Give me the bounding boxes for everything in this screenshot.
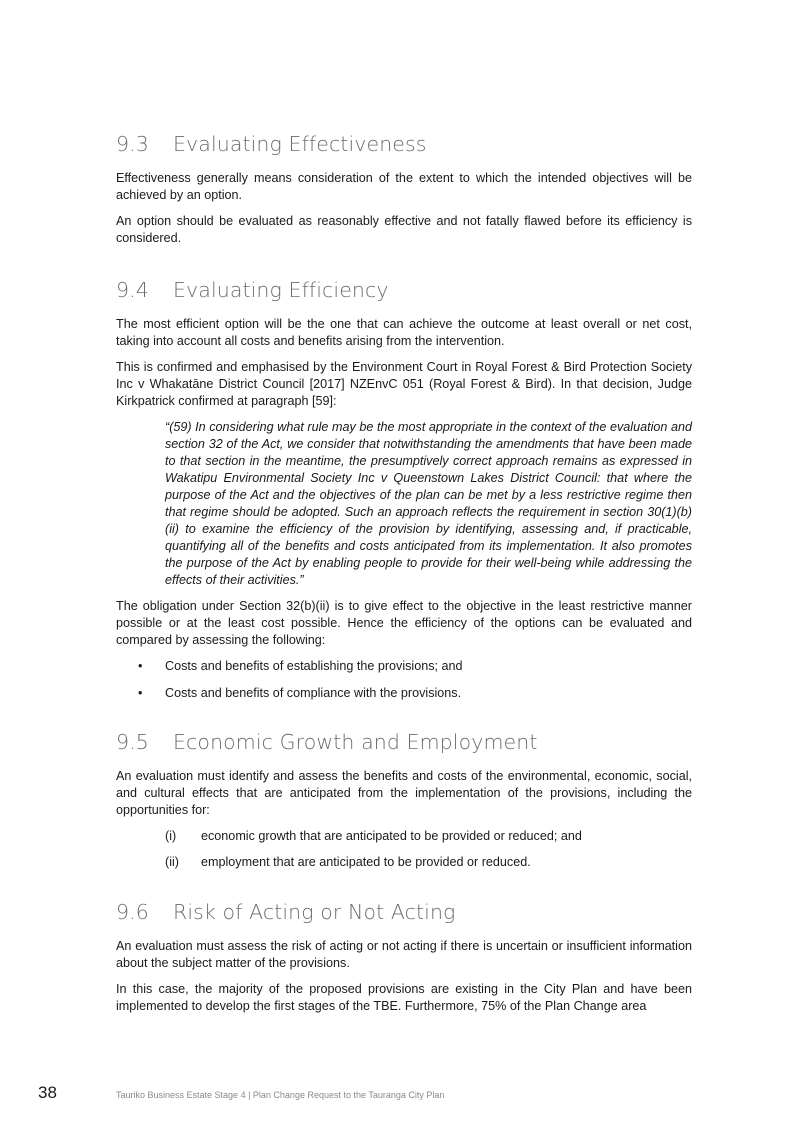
section-number: 9.3 bbox=[116, 132, 149, 156]
footer-text: Tauriko Business Estate Stage 4 | Plan Change Request to the Tauranga City Plan bbox=[116, 1090, 445, 1100]
block-quote: “(59) In considering what rule may be the most appropriate in the context of the evaluation and section 32 of the Act, we consider that notwithstanding the amendments that have been made to that section in the meantime, the presumptively correct approach remains as expressed in Wakatipu Environmental Society Inc v Queenstown Lakes District Council: that where the purpose of the Act and the objectives of the plan can be met by a less restrictive regime then that regime should be adopted. Such an approach reflects the requirement in section 30(1)(b)(ii) to examine the efficiency of the provision by identifying, assessing and, if practicable, quantifying all of the benefits and costs anticipated from its implementation. It also promotes the purpose of the Act by enabling people to provide for their well-being while addressing the effects of their activities.” bbox=[165, 420, 692, 587]
list-index: (i) bbox=[165, 829, 177, 843]
list-item-text: employment that are anticipated to be provided or reduced. bbox=[201, 855, 531, 869]
section-title: Evaluating Efficiency bbox=[173, 278, 389, 302]
section-heading-9-3 bbox=[116, 132, 692, 156]
section-title: Risk of Acting or Not Acting bbox=[173, 900, 456, 924]
paragraph: An evaluation must identify and assess the benefits and costs of the environmental, economic, social, and cultural effects that are anticipated from the implementation of the provisions, including the opportunities for: bbox=[116, 769, 692, 817]
paragraph: This is confirmed and emphasised by the Environment Court in Royal Forest & Bird Protection Society Inc v Whakatāne District Council [2017] NZEnvC 051 (Royal Forest & Bird). In that decision, Judge Kirkpatrick confirmed at paragraph [59]: bbox=[116, 360, 692, 408]
list-item-text: economic growth that are anticipated to be provided or reduced; and bbox=[201, 829, 582, 843]
bullet-list bbox=[116, 658, 692, 702]
bullet-icon: • bbox=[138, 686, 143, 700]
paragraph: In this case, the majority of the proposed provisions are existing in the City Plan and have been implemented to develop the first stages of the TBE. Furthermore, 75% of the Plan Change area bbox=[116, 982, 692, 1013]
list-index: (ii) bbox=[165, 855, 179, 869]
section-heading-9-6 bbox=[116, 900, 692, 924]
list-item-text: Costs and benefits of compliance with the provisions. bbox=[165, 686, 462, 700]
paragraph: An evaluation must assess the risk of acting or not acting if there is uncertain or insufficient information about the subject matter of the provisions. bbox=[116, 939, 692, 970]
section-heading-9-4 bbox=[116, 278, 692, 302]
list-item bbox=[116, 658, 692, 675]
section-title: Economic Growth and Employment bbox=[173, 730, 538, 754]
section-number: 9.6 bbox=[116, 900, 149, 924]
section-heading-9-5 bbox=[116, 730, 692, 754]
paragraph: Effectiveness generally means consideration of the extent to which the intended objectives will be achieved by an option. bbox=[116, 171, 692, 202]
numbered-list bbox=[116, 828, 692, 871]
bullet-icon: • bbox=[138, 659, 143, 673]
list-item bbox=[116, 685, 692, 702]
page-footer bbox=[38, 1083, 444, 1103]
paragraph: An option should be evaluated as reasonably effective and not fatally flawed before its efficiency is considered. bbox=[116, 214, 692, 245]
list-item bbox=[116, 854, 692, 871]
list-item-text: Costs and benefits of establishing the provisions; and bbox=[165, 659, 463, 673]
paragraph: The most efficient option will be the one that can achieve the outcome at least overall or net cost, taking into account all costs and benefits arising from the intervention. bbox=[116, 317, 692, 348]
document-body bbox=[116, 132, 692, 1024]
page-number: 38 bbox=[38, 1083, 57, 1102]
section-title: Evaluating Effectiveness bbox=[173, 132, 427, 156]
list-item bbox=[116, 828, 692, 845]
paragraph: The obligation under Section 32(b)(ii) is to give effect to the objective in the least restrictive manner possible or at the least cost possible. Hence the efficiency of the options can be evaluated and compared by assessing the following: bbox=[116, 599, 692, 647]
section-number: 9.5 bbox=[116, 730, 149, 754]
section-number: 9.4 bbox=[116, 278, 149, 302]
